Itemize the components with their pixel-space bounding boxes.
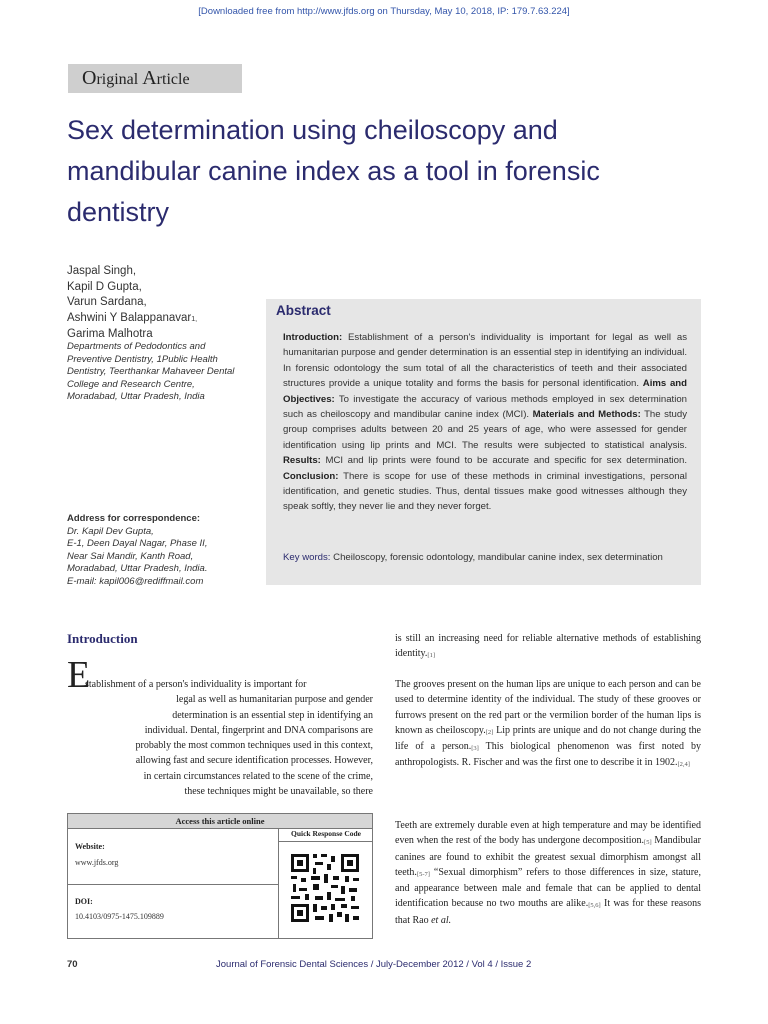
affiliation: Departments of Pedodontics and Preventive Dentistry, 1Public Health Dentistry, Teerthankar Mahaveer Dental College and Research Centre, Moradabad, Uttar Pradesh, India bbox=[67, 341, 235, 402]
correspondence-line: Near Sai Mandir, Kanth Road, bbox=[67, 550, 194, 562]
website-label: Website: bbox=[75, 842, 105, 851]
intro-line: these techniques might be unavailable, so there bbox=[184, 786, 373, 798]
correspondence-line: Moradabad, Uttar Pradesh, India. bbox=[67, 563, 208, 574]
article-title: Sex determination using cheiloscopy and mandibular canine index as a tool in forensic dentistry bbox=[67, 115, 600, 227]
qr-code-icon[interactable] bbox=[289, 852, 361, 924]
paragraph: is still an increasing need for reliable alternative methods of establishing identity.[1] bbox=[395, 633, 701, 660]
correspondence-block bbox=[67, 513, 257, 588]
journal-footer: Journal of Forensic Dental Sciences / July-December 2012 / Vol 4 / Issue 2 bbox=[216, 959, 532, 970]
author: Jaspal Singh, bbox=[67, 265, 137, 277]
intro-line: stablishment of a person's individuality is important for bbox=[85, 679, 307, 690]
section-tag: Original Article bbox=[68, 64, 242, 93]
page-number: 70 bbox=[67, 959, 78, 970]
intro-line: legal as well as humanitarian purpose and gender bbox=[176, 694, 373, 706]
introduction-heading: Introduction bbox=[67, 631, 138, 646]
doi-value[interactable]: 10.4103/0975-1475.109889 bbox=[75, 912, 164, 921]
intro-line: determination is an essential step in identifying an bbox=[172, 709, 373, 721]
intro-line: individual. Dental, fingerprint and DNA comparisons are bbox=[144, 724, 373, 736]
divider bbox=[67, 884, 279, 885]
author: Garima Malhotra bbox=[67, 328, 153, 340]
correspondence-email: E-mail: kapil006@rediffmail.com bbox=[67, 575, 204, 587]
divider bbox=[279, 841, 373, 842]
intro-line: probably the most common techniques used in this context, bbox=[135, 740, 373, 752]
qr-label: Quick Response Code bbox=[290, 829, 361, 838]
paragraph: The grooves present on the human lips are unique to each person and can be used to determine identity of the individual. The study of these grooves or furrows present on the red part or the vermilion border of the human lips is known as cheiloscopy.[2] Lip prints are unique and do not change during the life of a person.[3] This biological phenomenon was first noted by anthropologists. R. Fischer and was the first one to describe it in 1902.[2,4] bbox=[395, 679, 701, 769]
intro-line: in certain circumstances related to the scene of the crime, bbox=[143, 770, 373, 782]
download-notice[interactable]: [Downloaded free from http://www.jfds.org on Thursday, May 10, 2018, IP: 179.7.63.224] bbox=[198, 6, 570, 17]
correspondence-heading: Address for correspondence: bbox=[67, 513, 201, 524]
access-box-heading: Access this article online bbox=[67, 813, 373, 829]
paragraph: Teeth are extremely durable even at high temperature and may be identified even when the rest of the body has undergone decomposition.[5] Mandibular canines are found to exhibit the greatest sexual dimorphism amongst all teeth.[5-7] “Sexual dimorphism” refers to those differences in size, stature, and appearance between male and female that can be applied to dental identification because no two mouths are alike.[5,6] It was for these reasons that Rao et al. bbox=[395, 820, 702, 926]
abstract-heading: Abstract bbox=[276, 303, 331, 318]
correspondence-line: E-1, Deen Dayal Nagar, Phase II, bbox=[67, 538, 208, 549]
correspondence-line: Dr. Kapil Dev Gupta, bbox=[67, 525, 154, 537]
introduction-paragraph bbox=[67, 677, 373, 799]
author: Varun Sardana, bbox=[67, 296, 147, 308]
drop-cap: E bbox=[67, 654, 91, 696]
author: Ashwini Y Balappanavar1, bbox=[67, 311, 198, 324]
author: Kapil D Gupta, bbox=[67, 280, 142, 293]
abstract-body: Introduction: Establishment of a person's individuality is important for legal as well as humanitarian purpose and gender determination is an essential step in identifying an individual. In forensic odontology the sum total of all the characteristics of teeth and their associated structures provide a unique totality and forms the basis for personal identification. Aims and Objectives: To investigate the accuracy of various methods employed in sex determination such as cheiloscopy and mandibular canine index (MCI). Materials and Methods: The study group comprises adults between 20 and 25 years of age, who were assessed for gender identification using lip prints and MCI. The results were subjected to statistical analysis. Results: MCI and lip prints were found to be accurate and specific for sex determination. Conclusion: There is scope for use of these methods in criminal investigations, personal identification, and genetic studies. Thus, dental tissues make good witnesses although they speak softly, they never lie and they never forget. bbox=[283, 332, 687, 513]
doi-label: DOI: bbox=[75, 897, 93, 906]
keywords: Key words: Cheiloscopy, forensic odontology, mandibular canine index, sex determination bbox=[283, 552, 663, 563]
intro-line: allowing fast and secure identification processes. However, bbox=[135, 755, 373, 767]
website-link[interactable]: www.jfds.org bbox=[75, 858, 119, 867]
author-list bbox=[67, 264, 267, 343]
